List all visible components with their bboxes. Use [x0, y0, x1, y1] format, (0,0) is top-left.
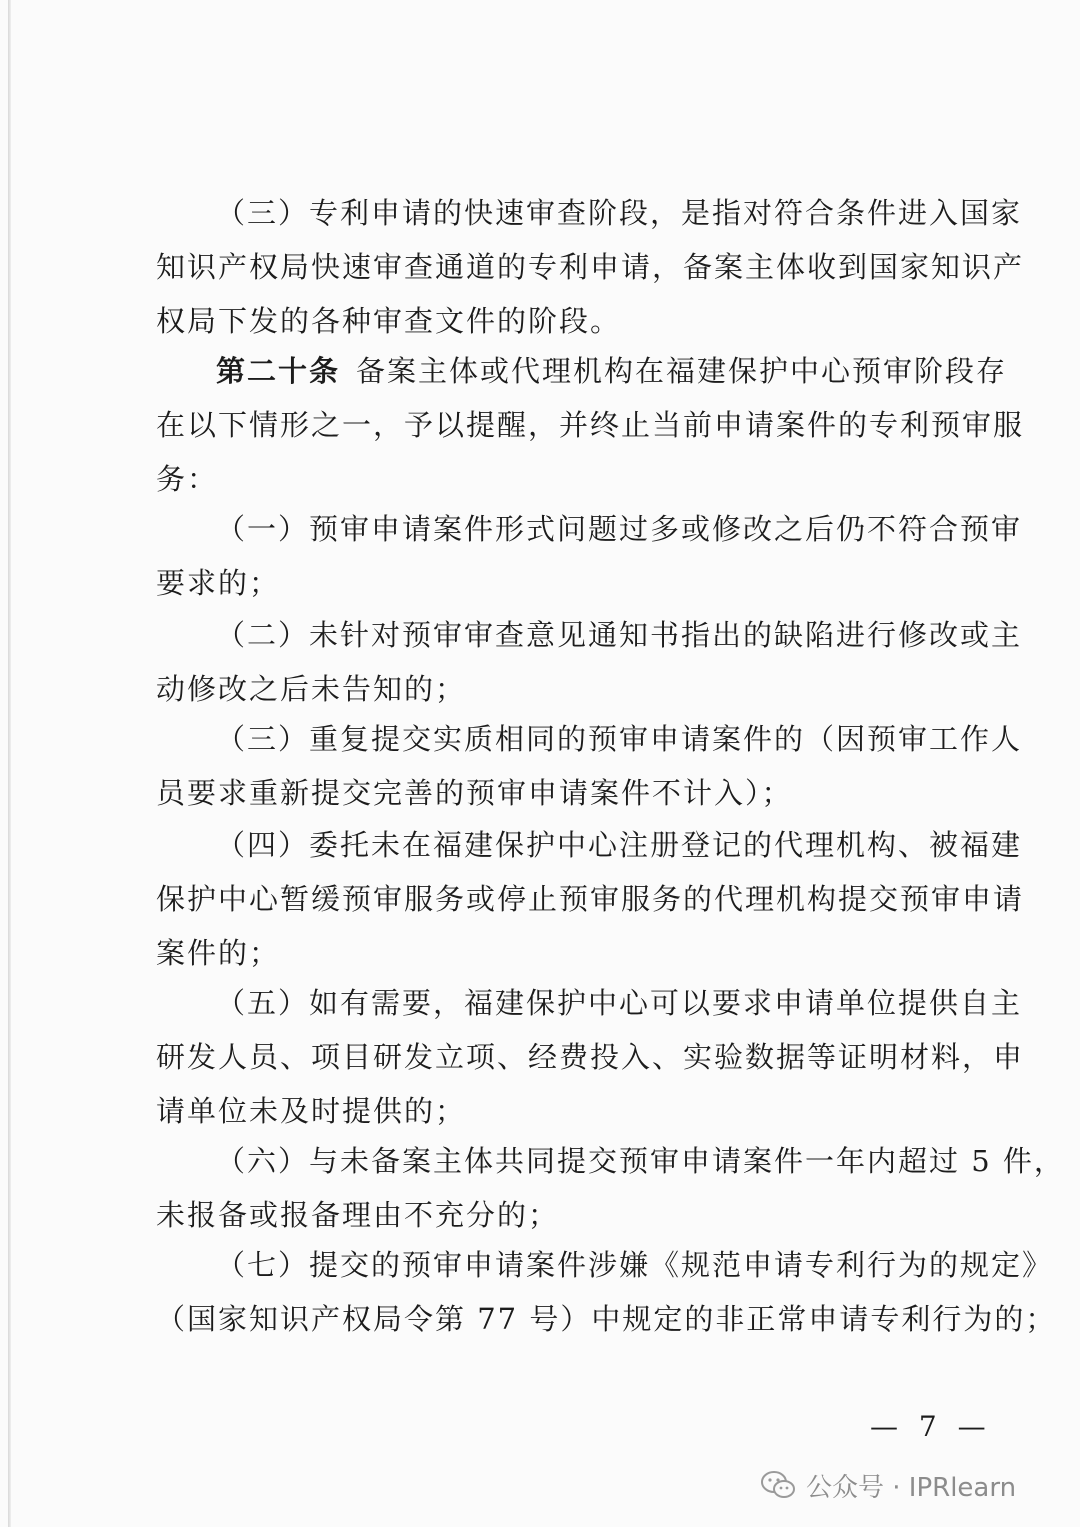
- text-line: 要求的；: [156, 566, 281, 600]
- text-line: （三）专利申请的快速审查阶段，是指对符合条件进入国家: [216, 196, 1023, 230]
- paragraph-article-20: [156, 344, 1025, 506]
- text-line: （四）委托未在福建保护中心注册登记的代理机构、被福建: [216, 828, 1023, 862]
- text-line: 在以下情形之一，予以提醒，并终止当前申请案件的专利预审服: [156, 408, 1025, 442]
- text-line: 务：: [156, 462, 219, 496]
- text-line: 权局下发的各种审查文件的阶段。: [156, 304, 622, 338]
- text-line: 研发人员、项目研发立项、经费投入、实验数据等证明材料，申: [156, 1040, 1025, 1074]
- paragraph-item-5: [156, 976, 1025, 1138]
- scan-edge: [8, 0, 11, 1527]
- text-line: 员要求重新提交完善的预审申请案件不计入）；: [156, 776, 793, 810]
- text-line: （一）预审申请案件形式问题过多或修改之后仍不符合预审: [216, 512, 1023, 546]
- text-line: 动修改之后未告知的；: [156, 672, 467, 706]
- paragraph-item-6: [156, 1134, 1065, 1242]
- text-line: （三）重复提交实质相同的预审申请案件的（因预审工作人: [216, 722, 1023, 756]
- text-line: （七）提交的预审申请案件涉嫌《规范申请专利行为的规定》: [216, 1248, 1054, 1282]
- text-line: 请单位未及时提供的；: [156, 1094, 467, 1128]
- text-line: （五）如有需要，福建保护中心可以要求申请单位提供自主: [216, 986, 1023, 1020]
- text-line: 未报备或报备理由不充分的；: [156, 1198, 560, 1232]
- paragraph-fast-exam-stage: [156, 186, 1025, 348]
- text-line: （国家知识产权局令第 77 号）中规定的非正常申请专利行为的；: [156, 1302, 1057, 1336]
- text-line: 案件的；: [156, 936, 281, 970]
- paragraph-item-4: [156, 818, 1025, 980]
- text-line: 保护中心暂缓预审服务或停止预审服务的代理机构提交预审申请: [156, 882, 1025, 916]
- text-line: [156, 344, 1008, 398]
- article-text: 备案主体或代理机构在福建保护中心预审阶段存: [356, 354, 1008, 388]
- text-line: （二）未针对预审审查意见通知书指出的缺陷进行修改或主: [216, 618, 1023, 652]
- wechat-icon: [760, 1470, 796, 1500]
- paragraph-item-1: [156, 502, 1023, 610]
- paragraph-item-7: [156, 1238, 1057, 1346]
- text-line: 知识产权局快速审查通道的专利申请，备案主体收到国家知识产: [156, 250, 1025, 284]
- paragraph-item-3: [156, 712, 1023, 820]
- text-line: （六）与未备案主体共同提交预审申请案件一年内超过 5 件，: [216, 1144, 1065, 1178]
- paragraph-item-2: [156, 608, 1023, 716]
- watermark-label: 公众号 · IPRlearn: [806, 1472, 1017, 1503]
- article-title: 第二十条: [216, 354, 341, 388]
- watermark: [760, 1465, 1016, 1505]
- page-number: — 7 —: [870, 1410, 992, 1443]
